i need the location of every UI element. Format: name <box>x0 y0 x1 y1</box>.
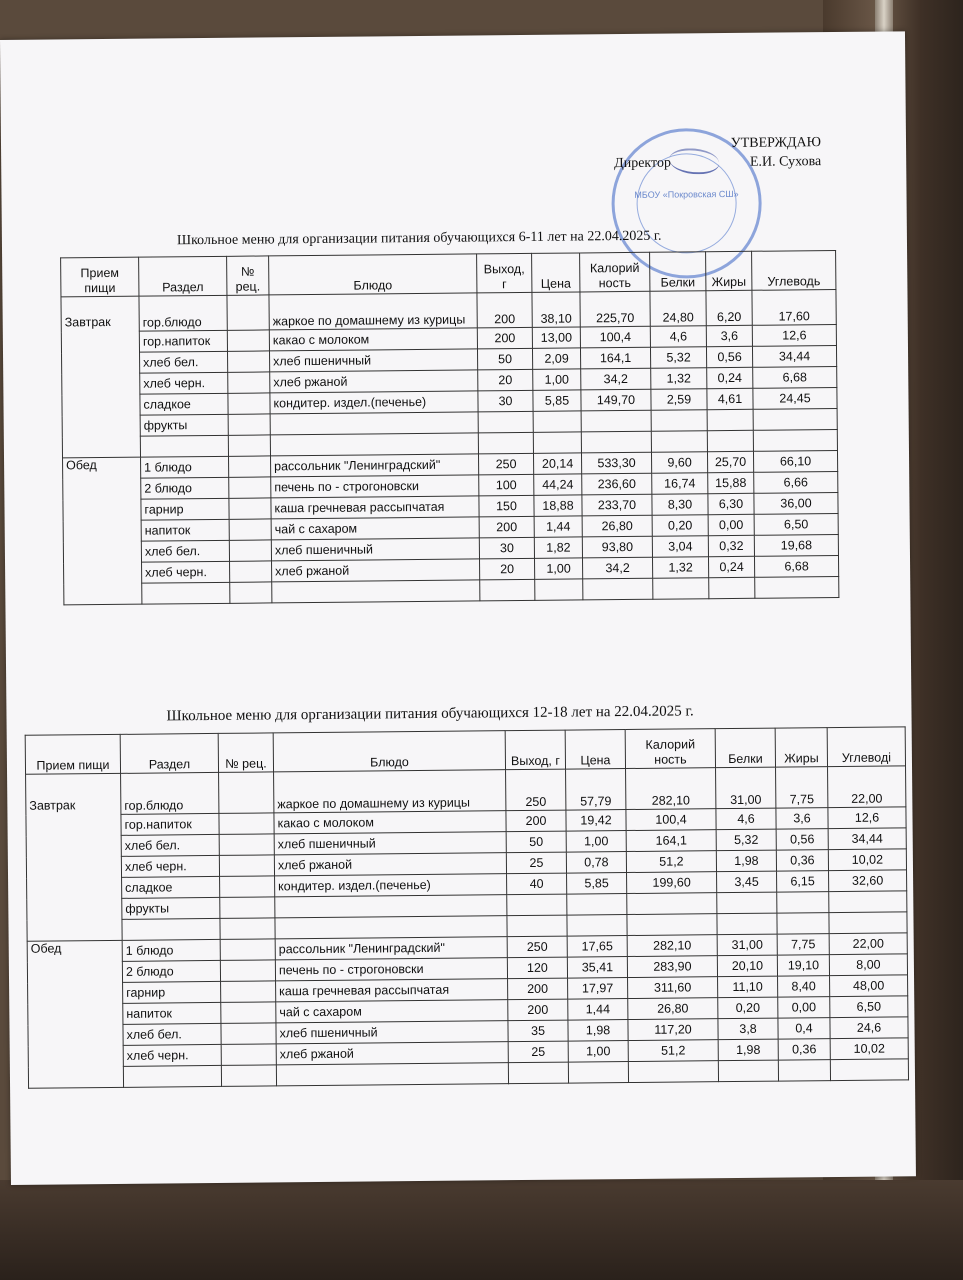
cell-price: 1,82 <box>534 537 582 558</box>
cell-carbs <box>829 891 907 913</box>
cell-fat: 0,36 <box>776 850 828 871</box>
col-price: Цена <box>532 253 580 292</box>
cell-recipe <box>221 981 276 1003</box>
col-yield: Выход, г <box>505 730 565 770</box>
cell-protein: 31,00 <box>716 767 776 809</box>
cell-protein <box>717 892 777 914</box>
cell-protein: 5,32 <box>650 347 706 369</box>
cell-recipe <box>228 414 270 435</box>
cell-kcal: 282,10 <box>627 935 717 957</box>
cell-yield: 250 <box>478 453 533 475</box>
cell-recipe <box>220 897 275 919</box>
menu1-table <box>60 250 839 605</box>
cell-recipe <box>219 855 274 877</box>
cell-protein: 8,30 <box>652 494 708 516</box>
cell-section: гарнир <box>141 498 229 520</box>
cell-dish: какао с молоком <box>269 328 477 351</box>
cell-dish: хлеб ржаной <box>276 1042 508 1065</box>
menu2-caption: Школьное меню для организации питания обучающихся 12-18 лет на 22.04.2025 г. <box>166 703 694 725</box>
cell-kcal: 51,2 <box>626 851 716 873</box>
cell-kcal: 149,70 <box>581 389 651 411</box>
cell-yield: 250 <box>507 936 567 958</box>
col-price: Цена <box>565 730 625 770</box>
cell-fat <box>707 409 753 430</box>
cell-fat: 3,6 <box>706 325 752 346</box>
cell-section: хлеб черн. <box>121 855 219 877</box>
cell-yield: 200 <box>508 999 568 1021</box>
cell-fat: 0,36 <box>778 1039 830 1060</box>
cell-price: 17,65 <box>567 936 627 958</box>
cell-yield: 50 <box>506 831 566 853</box>
cell-fat: 7,75 <box>777 934 829 955</box>
meal-lunch: Обед <box>63 457 142 605</box>
cell-section: хлеб бел. <box>123 1023 221 1045</box>
cell-protein: 1,98 <box>716 850 776 872</box>
cell-kcal: 282,10 <box>626 768 716 810</box>
cell-kcal: 225,70 <box>580 291 650 327</box>
cell-dish: хлеб ржаной <box>270 370 478 393</box>
cell-carbs: 34,44 <box>752 345 836 367</box>
cell-protein <box>651 410 707 432</box>
cell-price: 35,41 <box>567 957 627 979</box>
cell-protein: 3,8 <box>718 1018 778 1040</box>
cell-yield: 40 <box>507 873 567 895</box>
col-meal: Прием пищи <box>25 734 120 774</box>
cell-protein: 24,80 <box>650 291 706 327</box>
stamp-text: МБОУ «Покровская СШ» <box>634 188 739 200</box>
cell-recipe <box>227 330 269 351</box>
cell-dish: хлеб пшеничный <box>269 349 477 372</box>
cell-price: 1,00 <box>535 558 583 579</box>
cell-price: 1,00 <box>533 369 581 390</box>
cell-fat: 19,10 <box>777 955 829 976</box>
cell-kcal: 117,20 <box>628 1019 718 1041</box>
cell-fat: 0,4 <box>778 1018 830 1039</box>
cell-carbs: 48,00 <box>830 975 908 997</box>
col-calories: Калорий ность <box>625 729 715 769</box>
cell-protein: 3,04 <box>652 536 708 558</box>
cell-fat: 6,15 <box>777 871 829 892</box>
cell-recipe <box>228 393 270 414</box>
cell-carbs: 32,60 <box>829 870 907 892</box>
cell-yield: 200 <box>506 810 566 832</box>
cell-yield: 20 <box>480 558 535 580</box>
cell-section: 1 блюдо <box>141 456 229 478</box>
cell-recipe <box>229 519 271 540</box>
cell-dish <box>270 412 478 435</box>
approval-block <box>561 135 821 172</box>
col-recipe: № рец. <box>218 733 273 773</box>
cell-yield: 20 <box>478 369 533 391</box>
col-carbs: Углеводь <box>752 250 836 290</box>
col-calories: Калорий ность <box>580 252 650 292</box>
cell-recipe <box>221 1002 276 1024</box>
cell-section: хлеб черн. <box>142 561 230 583</box>
cell-dish: печень по - строгоновски <box>275 958 507 981</box>
cell-fat: 0,24 <box>708 556 754 577</box>
cell-recipe <box>229 456 271 477</box>
cell-fat: 6,30 <box>708 493 754 514</box>
cell-yield: 200 <box>477 327 532 349</box>
cell-kcal: 283,90 <box>627 956 717 978</box>
cell-section: гарнир <box>123 981 221 1003</box>
cell-section: гор.блюдо <box>139 295 227 331</box>
cell-price: 20,14 <box>533 453 581 474</box>
cell-dish: хлеб ржаной <box>272 559 480 582</box>
cell-carbs: 36,00 <box>754 492 838 514</box>
cell-dish: жаркое по домашнему из курицы <box>274 770 506 813</box>
cell-fat: 0,24 <box>707 367 753 388</box>
cell-carbs: 22,00 <box>829 933 907 955</box>
cell-carbs: 66,10 <box>753 450 837 472</box>
cell-kcal: 34,2 <box>582 557 652 579</box>
cell-fat: 0,56 <box>776 829 828 850</box>
cell-kcal: 34,2 <box>581 368 651 390</box>
cell-section: хлеб черн. <box>123 1044 221 1066</box>
cell-carbs: 34,44 <box>828 828 906 850</box>
cell-price: 1,44 <box>534 516 582 537</box>
cell-dish: рассольник "Ленинградский" <box>275 937 507 960</box>
cell-recipe <box>229 540 271 561</box>
menu1-header-row <box>61 250 836 296</box>
cell-yield: 30 <box>479 537 534 559</box>
cell-yield: 200 <box>477 292 532 328</box>
cell-protein: 9,60 <box>651 452 707 474</box>
cell-fat: 7,75 <box>776 767 828 808</box>
cell-protein: 1,32 <box>652 557 708 579</box>
col-dish: Блюдо <box>269 254 477 295</box>
cell-recipe <box>229 477 271 498</box>
cell-fat <box>777 892 829 913</box>
cell-fat: 8,40 <box>778 976 830 997</box>
cell-carbs: 6,68 <box>753 366 837 388</box>
cell-price: 2,09 <box>532 348 580 369</box>
cell-protein: 4,6 <box>716 808 776 830</box>
cell-yield <box>478 411 533 433</box>
cell-yield: 30 <box>478 390 533 412</box>
cell-dish: кондитер. издел.(печенье) <box>270 391 478 414</box>
cell-fat: 0,32 <box>708 535 754 556</box>
cell-dish: каша гречневая рассыпчатая <box>276 979 508 1002</box>
cell-dish: чай с сахаром <box>271 517 479 540</box>
cell-yield: 35 <box>508 1020 568 1042</box>
cell-dish: кондитер. издел.(печенье) <box>275 874 507 897</box>
col-yield: Выход, г <box>477 253 532 293</box>
cell-dish: хлеб пшеничный <box>276 1021 508 1044</box>
cell-yield: 100 <box>479 474 534 496</box>
cell-price: 57,79 <box>566 769 626 811</box>
cell-dish: рассольник "Ленинградский" <box>271 454 479 477</box>
cell-section: 2 блюдо <box>141 477 229 499</box>
cell-kcal: 236,60 <box>582 473 652 495</box>
cell-fat: 4,61 <box>707 388 753 409</box>
cell-section: хлеб бел. <box>140 351 228 373</box>
menu1-caption: Школьное меню для организации питания обучающихся 6-11 лет на 22.04.2025 г. <box>176 228 662 249</box>
cell-yield: 150 <box>479 495 534 517</box>
meal-breakfast: Завтрак <box>61 296 141 458</box>
cell-recipe <box>220 876 275 898</box>
cell-fat: 6,20 <box>706 290 752 325</box>
cell-dish: печень по - строгоновски <box>271 475 479 498</box>
cell-price <box>567 894 627 916</box>
cell-dish: чай с сахаром <box>276 1000 508 1023</box>
cell-recipe <box>219 772 274 814</box>
cell-section: фрукты <box>140 414 228 436</box>
cell-carbs: 10,02 <box>830 1038 908 1060</box>
approval-signer <box>561 154 821 172</box>
cell-recipe <box>219 834 274 856</box>
cell-carbs: 19,68 <box>754 534 838 556</box>
meal-breakfast: Завтрак <box>26 773 123 941</box>
cell-dish: хлеб ржаной <box>274 853 506 876</box>
cell-section: 1 блюдо <box>122 939 220 961</box>
cell-section: напиток <box>141 519 229 541</box>
col-dish: Блюдо <box>273 731 505 772</box>
cell-carbs: 6,50 <box>830 996 908 1018</box>
cell-dish: какао с молоком <box>274 811 506 834</box>
menu-sheet <box>0 31 916 1185</box>
approval-title: УТВЕРЖДАЮ <box>730 135 822 151</box>
cell-section: напиток <box>123 1002 221 1024</box>
cell-recipe <box>220 960 275 982</box>
col-recipe: № рец. <box>227 256 269 295</box>
cell-price: 1,98 <box>568 1020 628 1042</box>
cell-dish <box>275 895 507 918</box>
cell-price: 38,10 <box>532 292 580 327</box>
cell-section: гор.блюдо <box>121 772 219 814</box>
cell-carbs: 12,6 <box>752 324 836 346</box>
cell-section: хлеб черн. <box>140 372 228 394</box>
col-section: Раздел <box>139 256 227 296</box>
cell-section: гор.напиток <box>139 330 227 352</box>
cell-carbs: 6,50 <box>754 513 838 535</box>
cell-protein: 31,00 <box>717 934 777 956</box>
cell-yield: 50 <box>477 348 532 370</box>
cell-price: 0,78 <box>566 852 626 874</box>
cell-kcal: 199,60 <box>627 872 717 894</box>
cell-dish: хлеб пшеничный <box>271 538 479 561</box>
cell-dish: жаркое по домашнему из курицы <box>269 293 477 330</box>
background-shadow <box>0 1180 963 1280</box>
cell-dish: каша гречневая рассыпчатая <box>271 496 479 519</box>
cell-price: 1,00 <box>566 831 626 853</box>
cell-yield: 25 <box>506 852 566 874</box>
col-meal: Прием пищи <box>61 257 139 297</box>
cell-kcal: 164,1 <box>626 830 716 852</box>
cell-carbs: 8,00 <box>829 954 907 976</box>
cell-protein: 11,10 <box>718 976 778 998</box>
col-section: Раздел <box>120 733 218 773</box>
cell-protein: 16,74 <box>652 473 708 495</box>
cell-protein: 20,10 <box>717 955 777 977</box>
cell-carbs: 10,02 <box>828 849 906 871</box>
cell-section: сладкое <box>122 876 220 898</box>
col-fat: Жиры <box>775 728 827 767</box>
cell-yield: 200 <box>479 516 534 538</box>
cell-fat: 0,00 <box>708 514 754 535</box>
cell-fat: 3,6 <box>776 808 828 829</box>
approval-position: Директор <box>614 155 672 172</box>
cell-kcal: 93,80 <box>582 536 652 558</box>
cell-carbs <box>753 408 837 430</box>
cell-price: 13,00 <box>532 327 580 348</box>
cell-yield: 250 <box>506 769 566 811</box>
cell-section: фрукты <box>122 897 220 919</box>
cell-yield <box>507 894 567 916</box>
cell-kcal: 100,4 <box>626 809 716 831</box>
col-protein: Белки <box>650 252 706 292</box>
cell-carbs: 6,66 <box>754 471 838 493</box>
cell-yield: 200 <box>508 978 568 1000</box>
cell-recipe <box>221 1044 276 1066</box>
cell-protein: 1,98 <box>718 1039 778 1061</box>
cell-carbs: 22,00 <box>828 766 906 808</box>
cell-recipe <box>230 561 272 582</box>
cell-kcal: 233,70 <box>582 494 652 516</box>
cell-kcal: 311,60 <box>628 977 718 999</box>
col-fat: Жиры <box>706 251 752 290</box>
cell-fat: 0,56 <box>706 346 752 367</box>
cell-kcal <box>581 410 651 432</box>
cell-kcal: 164,1 <box>580 347 650 369</box>
cell-recipe <box>228 372 270 393</box>
cell-price: 17,97 <box>568 978 628 1000</box>
meal-lunch: Обед <box>27 940 123 1088</box>
signature-space <box>680 166 740 167</box>
cell-carbs: 17,60 <box>752 289 836 325</box>
cell-section: хлеб бел. <box>121 834 219 856</box>
cell-carbs: 24,6 <box>830 1017 908 1039</box>
cell-price: 18,88 <box>534 495 582 516</box>
cell-section: хлеб бел. <box>141 540 229 562</box>
cell-fat: 25,70 <box>707 451 753 472</box>
cell-section: гор.напиток <box>121 813 219 835</box>
cell-recipe <box>229 498 271 519</box>
cell-price <box>533 411 581 432</box>
cell-price: 44,24 <box>534 474 582 495</box>
cell-protein: 4,6 <box>650 326 706 348</box>
cell-kcal: 533,30 <box>581 452 651 474</box>
cell-price: 5,85 <box>567 873 627 895</box>
cell-recipe <box>227 351 269 372</box>
cell-kcal: 26,80 <box>582 515 652 537</box>
approval-name: Е.И. Сухова <box>749 154 822 170</box>
cell-kcal <box>627 893 717 915</box>
col-carbs: Углеводі <box>827 727 905 767</box>
cell-section: 2 блюдо <box>122 960 220 982</box>
cell-protein: 3,45 <box>717 871 777 893</box>
cell-protein: 5,32 <box>716 829 776 851</box>
cell-recipe <box>227 295 269 330</box>
menu2-table <box>25 726 909 1088</box>
cell-section: сладкое <box>140 393 228 415</box>
cell-recipe <box>219 813 274 835</box>
cell-price: 5,85 <box>533 390 581 411</box>
cell-carbs: 12,6 <box>828 807 906 829</box>
cell-price: 19,42 <box>566 810 626 832</box>
cell-protein: 2,59 <box>651 389 707 411</box>
cell-recipe <box>220 939 275 961</box>
col-protein: Белки <box>715 728 775 768</box>
cell-yield: 25 <box>508 1041 568 1063</box>
cell-protein: 0,20 <box>652 515 708 537</box>
cell-protein: 0,20 <box>718 997 778 1019</box>
cell-yield: 120 <box>507 957 567 979</box>
cell-kcal: 100,4 <box>580 326 650 348</box>
cell-recipe <box>221 1023 276 1045</box>
cell-fat: 0,00 <box>778 997 830 1018</box>
cell-price: 1,44 <box>568 999 628 1021</box>
cell-price: 1,00 <box>568 1041 628 1063</box>
cell-fat: 15,88 <box>708 472 754 493</box>
cell-dish: хлеб пшеничный <box>274 832 506 855</box>
cell-carbs: 6,68 <box>754 555 838 577</box>
cell-carbs: 24,45 <box>753 387 837 409</box>
cell-kcal: 26,80 <box>628 998 718 1020</box>
cell-protein: 1,32 <box>651 368 707 390</box>
cell-kcal: 51,2 <box>628 1040 718 1062</box>
